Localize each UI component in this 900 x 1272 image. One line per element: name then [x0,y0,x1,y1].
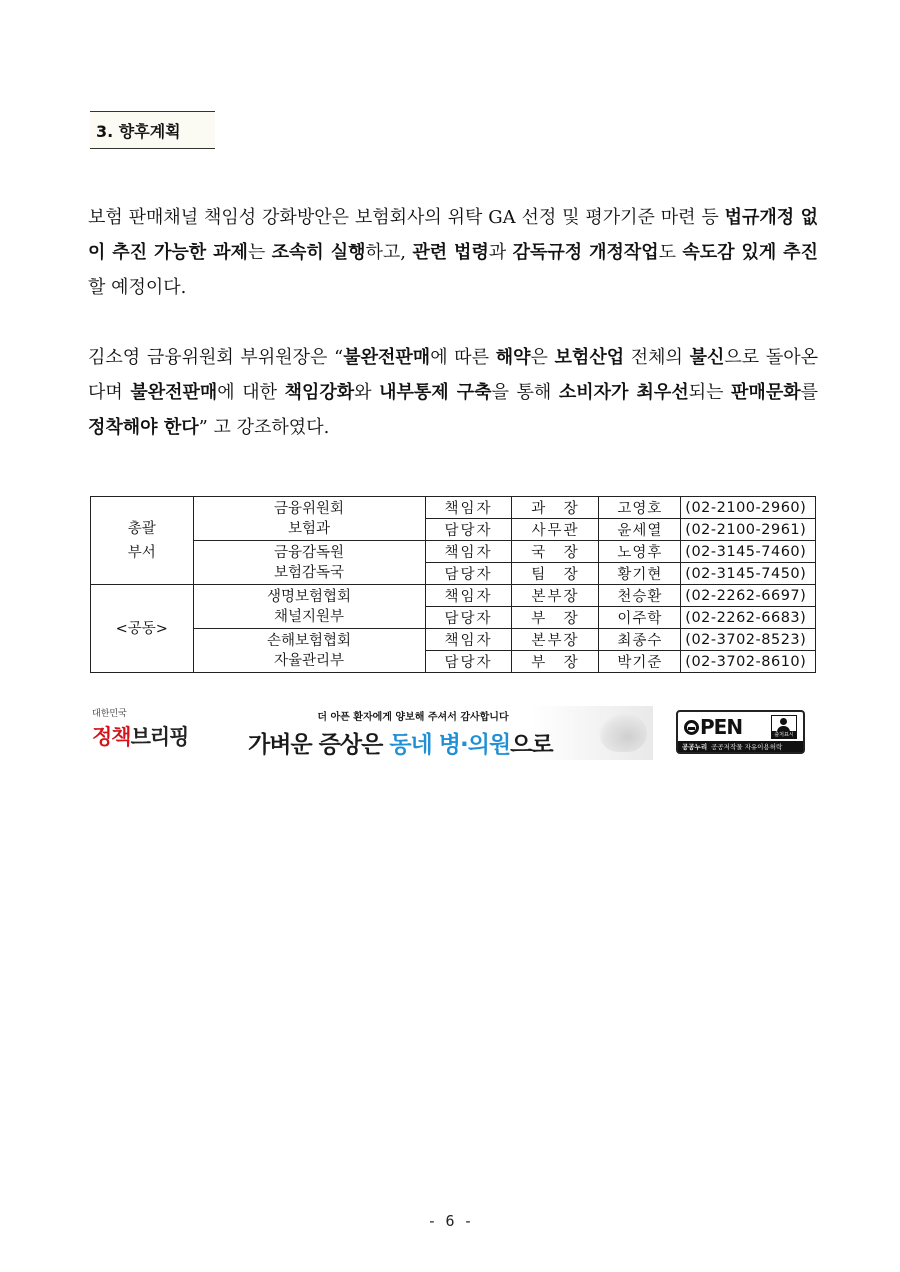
contact-title: 부 장 [512,607,599,629]
contact-name: 박기준 [599,651,681,673]
contact-title: 부 장 [512,651,599,673]
contact-role: 담당자 [425,563,512,585]
contact-row [91,585,816,607]
org-name-line: 금융위원회 [273,500,345,517]
org-name-line: 손해보험협회 [266,632,352,649]
emphasis-text: 판매문화 [731,382,801,403]
open-text: PEN [700,715,743,739]
campaign-top-text: 더 아픈 환자에게 양보해 주셔서 감사합니다 [317,712,509,723]
contact-title: 사무관 [512,519,599,541]
emphasis-text: 관련 법령 [412,242,489,263]
contact-phone: (02-3145-7460) [681,541,816,563]
contact-phone: (02-3145-7450) [681,563,816,585]
org-name [193,629,425,673]
contact-role: 담당자 [425,519,512,541]
body-text: 하고, [365,242,413,263]
org-name [193,541,425,585]
open-footer-text: 공공저작물 자유이용허락 [711,743,783,751]
body-text: 과 [488,242,513,263]
org-name [193,585,425,629]
group-label [91,585,194,673]
contact-phone: (02-3702-8610) [681,651,816,673]
contact-title: 국 장 [512,541,599,563]
org-name-line: 생명보험협회 [266,588,352,605]
contact-name: 이주학 [599,607,681,629]
logo-small-text: 대한민국 [92,709,127,719]
emphasis-text: 불신 [689,347,725,368]
contact-role: 책임자 [425,541,512,563]
campaign-main-dark: 가벼운 증상은 [248,732,390,758]
org-name-line: 보험감독국 [273,564,345,581]
contact-name: 윤세열 [599,519,681,541]
contact-title: 본부장 [512,629,599,651]
hand-image [599,714,647,752]
quote-paragraph [88,340,818,445]
contact-row [91,541,816,563]
emphasis-text: 정착해야 한다 [88,417,199,438]
plan-paragraph [88,200,818,305]
contact-title: 본부장 [512,585,599,607]
body-text: 되는 [688,382,732,403]
body-text: 를 [800,382,818,403]
emphasis-text: 조속히 실행 [271,242,366,263]
emphasis-text: 불완전판매 [130,382,218,403]
body-text: 김소영 금융위원회 부위원장은 “ [88,347,344,368]
body-text: 으로 돌아온다며 [88,347,818,403]
logo-red-text: 정책 [92,725,131,749]
campaign-banner [248,706,653,760]
group-label-line: 총괄 [127,520,156,537]
org-name-line: 채널지원부 [273,608,345,625]
contact-role: 책임자 [425,629,512,651]
open-license-badge [676,710,805,754]
emphasis-text: 법규개정 없이 추진 가능한 과제 [88,207,818,263]
body-text: 보험 판매채널 책임성 강화방안은 보험회사의 위탁 GA 선정 및 평가기준 마련 등 [88,207,725,228]
group-label-line: 부서 [127,544,156,561]
contact-phone: (02-2100-2960) [681,497,816,519]
contact-row [91,629,816,651]
org-name [193,497,425,541]
campaign-main-tail: 으로 [510,732,553,758]
emphasis-text: 감독규정 개정작업 [512,242,659,263]
contact-name: 최종수 [599,629,681,651]
contact-title: 팀 장 [512,563,599,585]
logo-dark-text: 브리핑 [130,725,189,749]
body-text: 와 [354,382,380,403]
contact-role: 책임자 [425,497,512,519]
emphasis-text: 해약 [495,347,531,368]
body-text: 도 [658,242,683,263]
contact-row [91,497,816,519]
section-heading: 3. 향후계획 [90,111,215,149]
open-o-icon [684,720,699,735]
contact-phone: (02-2100-2961) [681,519,816,541]
contact-phone: (02-2262-6697) [681,585,816,607]
org-name-line: 금융감독원 [273,544,345,561]
page-number: - 6 - [427,1212,473,1230]
body-text: ” 고 강조하였다. [198,417,330,438]
contact-role: 책임자 [425,585,512,607]
campaign-main-blue: 동네 병·의원 [389,732,511,758]
contact-name: 황기현 [599,563,681,585]
emphasis-text: 책임강화 [284,382,355,403]
body-text: 에 대한 [217,382,285,403]
contact-phone: (02-3702-8523) [681,629,816,651]
group-label [91,497,194,585]
emphasis-text: 속도감 있게 추진 [682,242,818,263]
body-text: 에 따른 [430,347,496,368]
org-name-line: 자율관리부 [273,652,345,669]
contacts-table [90,496,816,673]
emphasis-text: 보험산업 [554,347,625,368]
campaign-main-text [248,726,653,759]
body-text: 전체의 [624,347,690,368]
body-text: 을 통해 [491,382,559,403]
contact-name: 노영후 [599,541,681,563]
policy-briefing-logo [92,706,202,760]
contact-phone: (02-2262-6683) [681,607,816,629]
open-footer-key: 공공누리 [682,743,708,751]
attribution-person-icon [771,715,797,739]
attribution-label: 출처표시 [772,731,796,738]
body-text: 할 예정이다. [88,277,187,298]
body-text: 은 [530,347,555,368]
group-label-line: <공동> [115,620,168,637]
emphasis-text: 불완전판매 [343,347,431,368]
contact-name: 천승환 [599,585,681,607]
contact-name: 고영호 [599,497,681,519]
logo-big-text [92,721,202,751]
contact-title: 과 장 [512,497,599,519]
org-name-line: 보험과 [287,520,331,537]
contact-role: 담당자 [425,607,512,629]
body-text: 는 [247,242,272,263]
emphasis-text: 소비자가 최우선 [558,382,689,403]
emphasis-text: 내부통제 구축 [379,382,492,403]
open-license-footer [678,741,803,752]
contact-role: 담당자 [425,651,512,673]
open-logo-text [684,715,742,739]
